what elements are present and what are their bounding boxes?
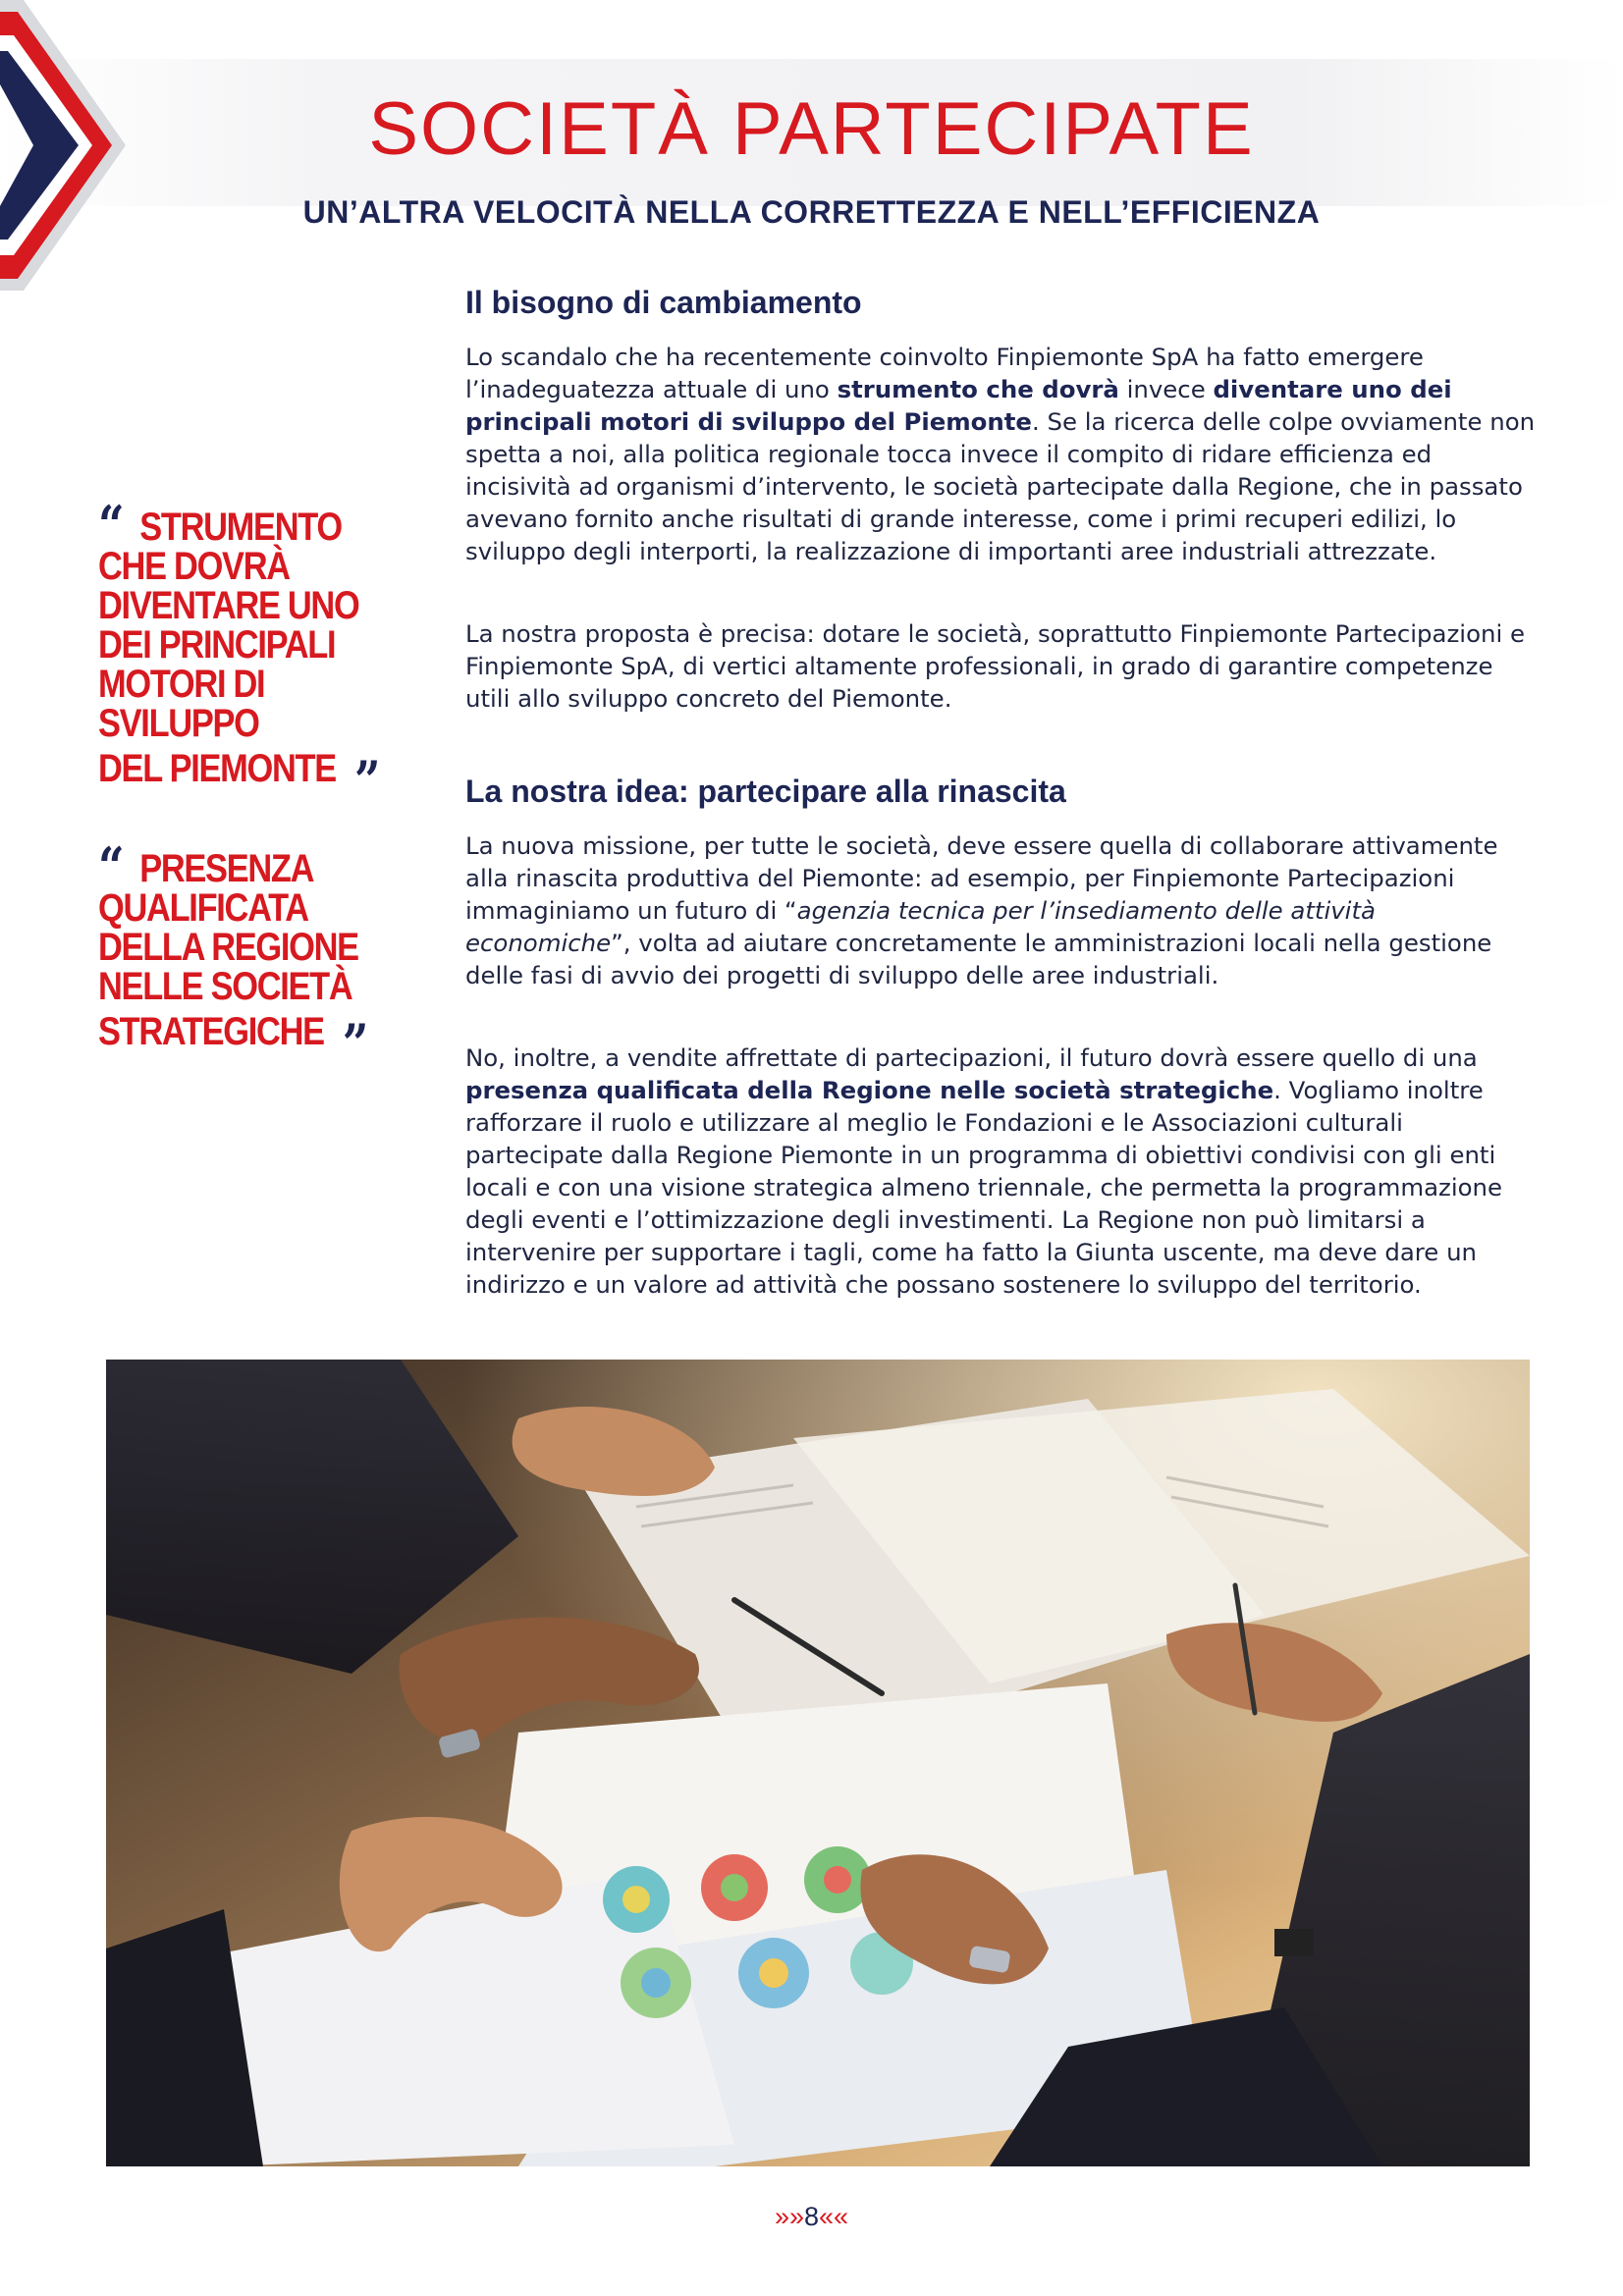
pullquote-2 [98, 835, 403, 1075]
pullquote-line: NELLE SOCIETÀ [98, 965, 352, 1008]
pullquote-line: CHE DOVRÀ [98, 545, 290, 588]
open-quote-icon: “ [98, 835, 125, 898]
paragraph: Lo scandalo che ha recentemente coinvolto Finpiemonte SpA ha fatto emergere l’inadeguatezza attuale di uno strumento che dovrà invece diventare uno dei principali motori di sviluppo del Piemonte. Se la ricerca delle colpe ovviamente non spetta a noi, alla politica regionale tocca invece il compito di ridare efficienza ed incisività ad organismi d’intervento, le società partecipate dalla Regione, che in passato avevano fornito anche risultati di grande interesse, come i primi recuperi edilizi, lo sviluppo degli interporti, la realizzazione di importanti aree industriali attrezzate. [465, 343, 1536, 565]
pullquote-line: PRESENZA [139, 847, 314, 890]
pullquote-line: DEL PIEMONTE [98, 747, 336, 790]
close-quote-icon: ” [342, 1012, 369, 1075]
paragraph: La nuova missione, per tutte le società, deve essere quella di collaborare attivamente alla rinascita produttiva del Piemonte: ad esempio, per Finpiemonte Partecipazioni immaginiamo un futuro di “agenzia tecnica per l’insediamento delle attività economiche”, volta ad aiutare concretamente le amministrazioni locali nella gestione delle fasi di avvio dei progetti di sviluppo delle aree industriali. [465, 831, 1498, 989]
pullquote-line: DELLA REGIONE [98, 926, 358, 969]
close-quote-icon: ” [353, 749, 381, 812]
paragraph: No, inoltre, a vendite affrettate di partecipazioni, il futuro dovrà essere quello di una presenza qualificata della Regione nelle società strategiche. Vogliamo inoltre rafforzare il ruolo e utilizzare al meglio le Fondazioni e le Associazioni culturali partecipate dalla Regione Piemonte in un programma di obiettivi condivisi con gli enti locali e con una visione strategica almeno triennale, che permetta la programmazione degli eventi e l’ottimizzazione degli investimenti. La Regione non può limitarsi a intervenire per supportare i tagli, come ha fatto la Giunta uscente, ma deve dare un indirizzo e un valore ad attività che possano sostenere lo sviluppo del territorio. [465, 1043, 1503, 1299]
paragraph: La nostra proposta è precisa: dotare le società, soprattutto Finpiemonte Partecipazioni e Finpiemonte SpA, di vertici altamente professionali, in grado di garantire competenze utili allo sviluppo concreto del Piemonte. [465, 619, 1525, 713]
section-title-cambiamento: Il bisogno di cambiamento [465, 285, 862, 320]
page-title: SOCIETÀ PARTECIPATE [368, 87, 1255, 171]
pullquote-line: DEI PRINCIPALI [98, 623, 336, 667]
page-number: »»8«« [774, 2202, 849, 2231]
section-title-rinascita: La nostra idea: partecipare alla rinascita [465, 774, 1066, 809]
pullquote-1 [98, 494, 403, 812]
pullquote-line: STRUMENTO [139, 506, 342, 549]
pullquote-line: QUALIFICATA [98, 886, 308, 930]
pullquote-line: MOTORI DI SVILUPPO [98, 663, 265, 745]
pullquote-line: STRATEGICHE [98, 1010, 324, 1053]
open-quote-icon: “ [98, 494, 125, 557]
business-meeting-photo [106, 1360, 1530, 2166]
page-subtitle: UN’ALTRA VELOCITÀ NELLA CORRETTEZZA E NELL’EFFICIENZA [302, 194, 1321, 230]
pullquote-line: DIVENTARE UNO [98, 584, 359, 627]
